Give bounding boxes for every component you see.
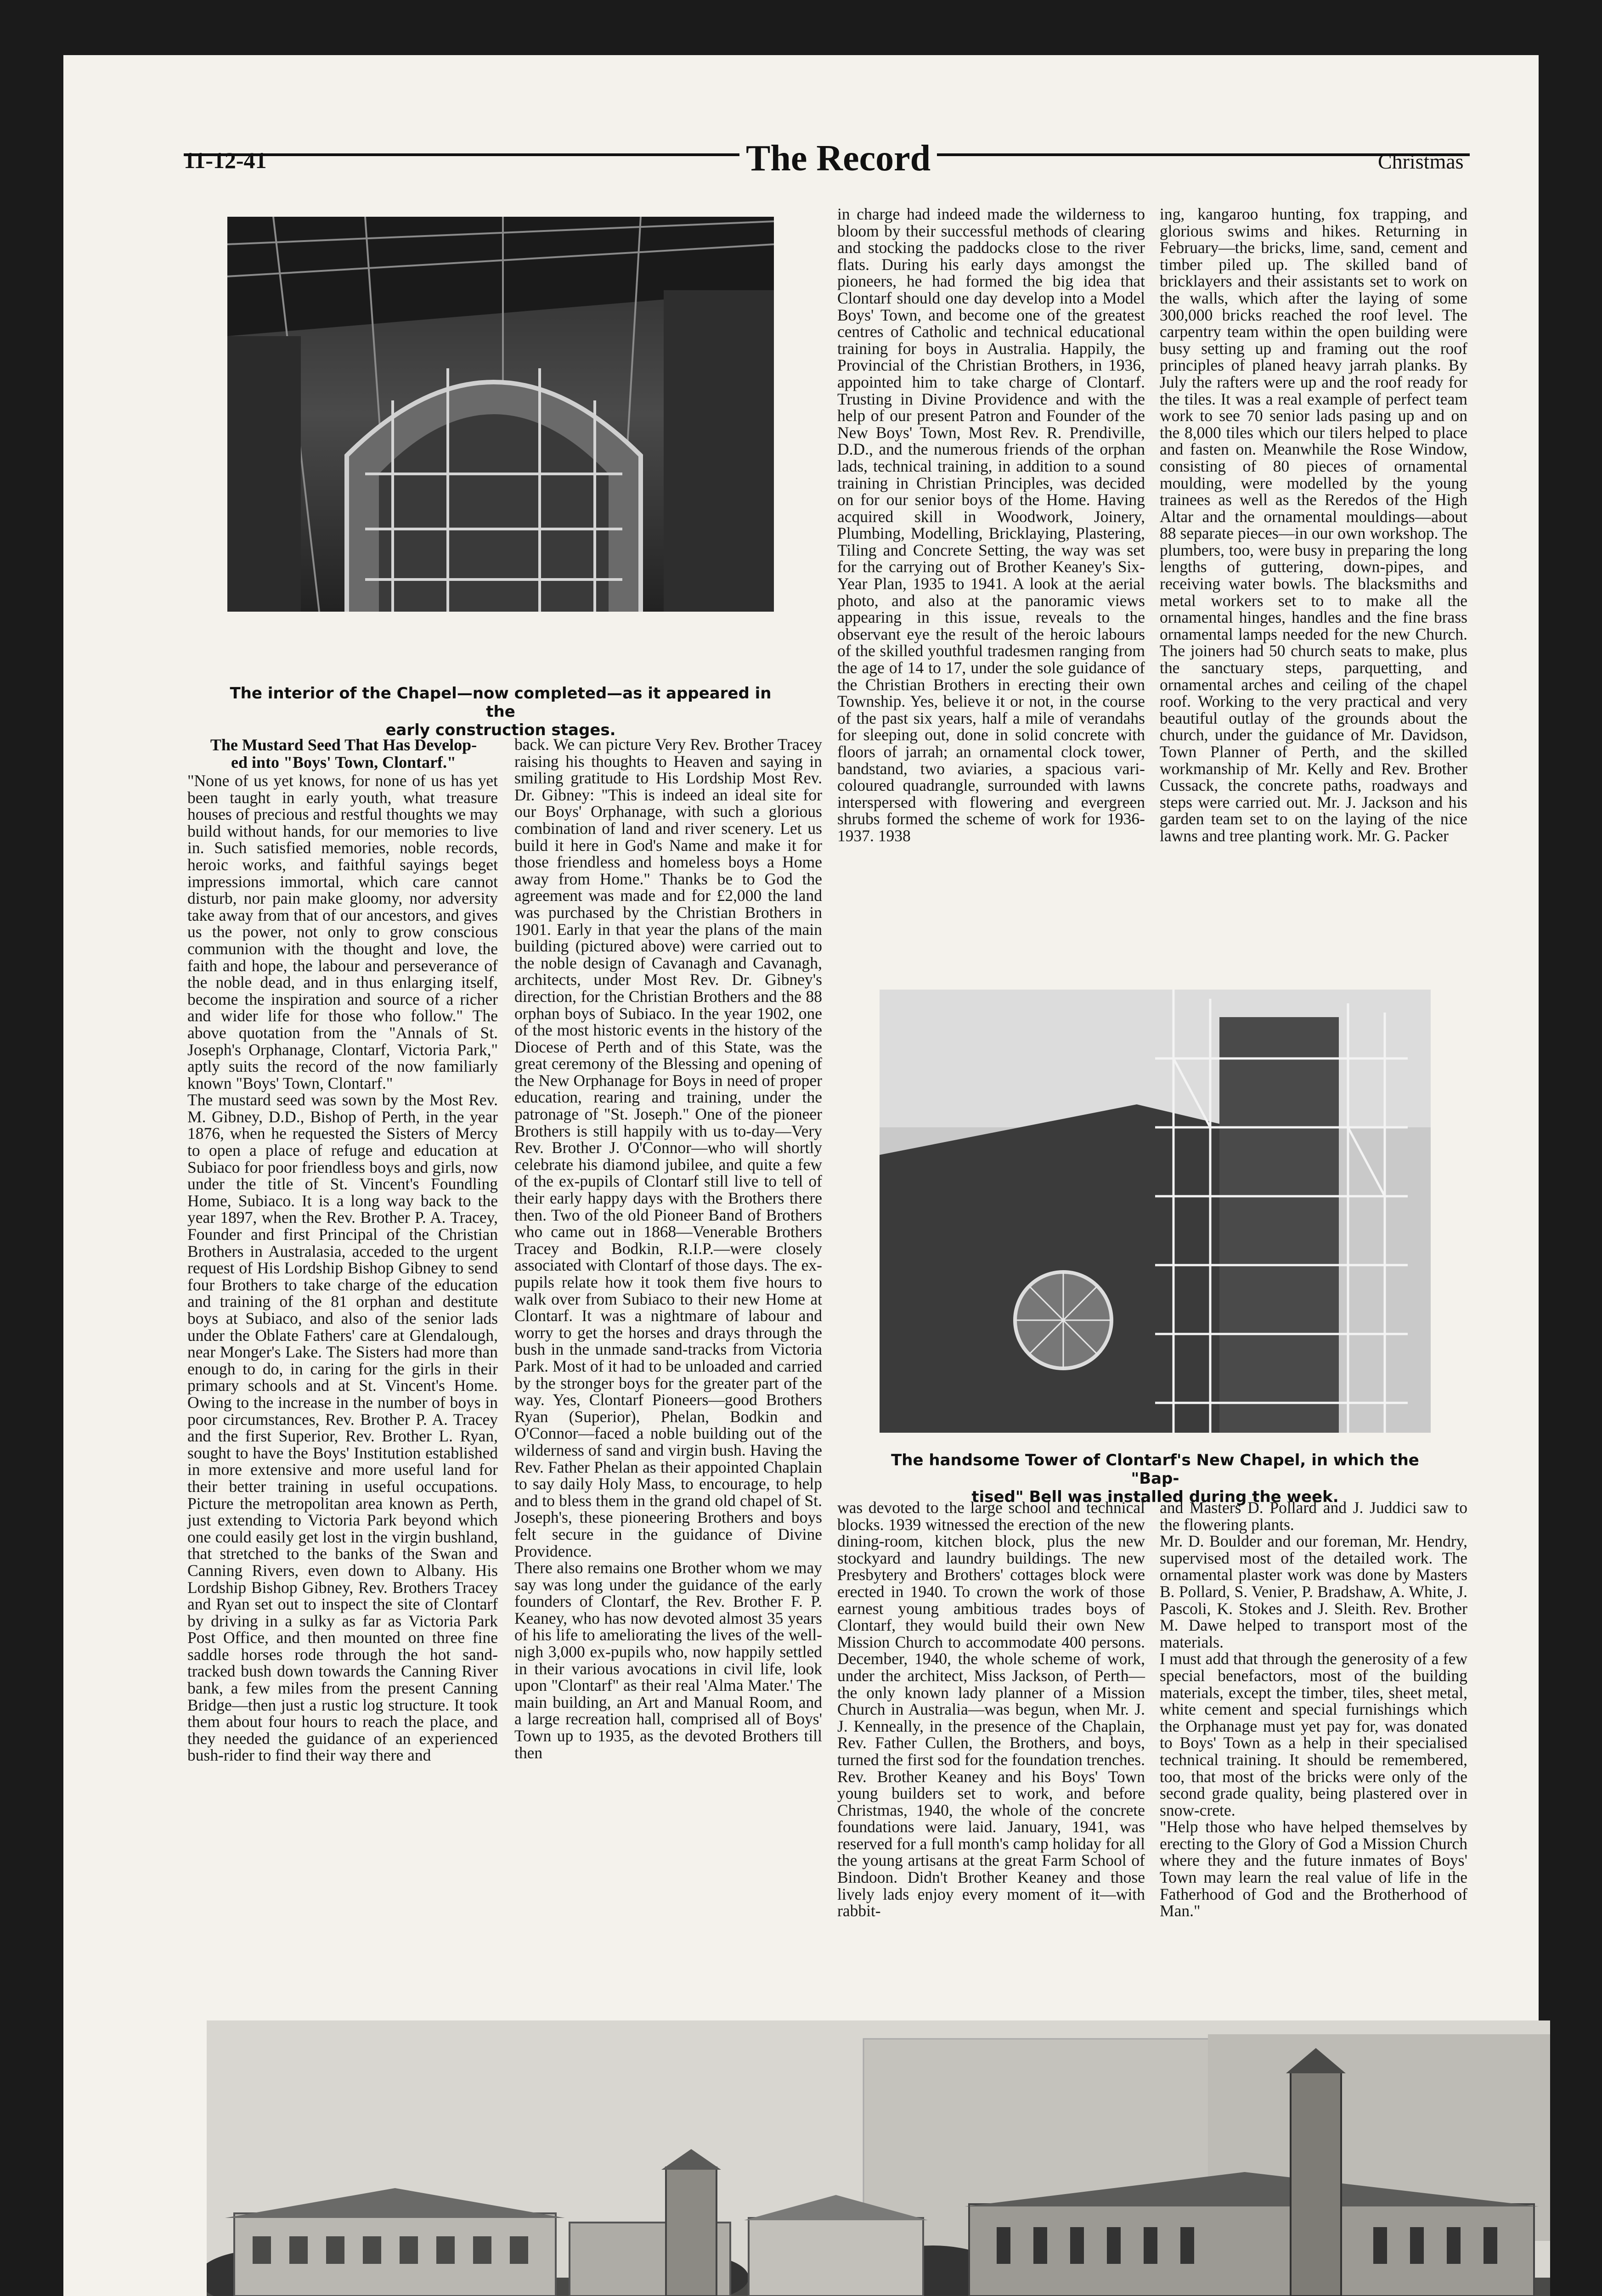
chapel-interior-photo: [227, 217, 774, 612]
article-column-3: in charge had indeed made the wilderness to bloom by their successful methods of clearing and stocking the paddocks close to the river flats. During his early days amongst the pioneers, he had formed the big idea that Clontarf should one day develop into a Model Boys' Town, and become one of the greatest centres of Catholic and technical educational training for boys in Australia. Happily, the Provincial of the Christian Brothers, in 1936, appointed him to take charge of Clontarf. Trusting in Divine Providence and with the help of our present Patron and Founder of the New Boys' Town, Most Rev. R. Prendiville, D.D., and the numerous friends of the orphan lads, technical training, in addition to a sound training in Christian Principles, was decided on for our senior boys of the Home. Having acquired skill in Woodwork, Joinery, Plumbing, Modelling, Bricklaying, Plastering, Tiling and Concrete Setting, the way was set for the carrying out of Brother Keaney's Six-Year Plan, 1935 to 1941. A look at the aerial photo, and also at the panoramic views appearing in this issue, reveals to the observant eye the result of the heroic labours of the skilled youthful tradesmen ranging from the age of 14 to 17, under the sole guidance of the Christian Brothers in erecting their own Township. Yes, believe it or not, in the course of the past six years, half a mile of verandahs for sleeping out, done in solid concrete with floors of jarrah; an ornamental clock tower, bandstand, two aviaries, a spacious vari-coloured quadrangle, surrounded with lawns interspersed with flowering and evergreen shrubs formed the scheme of work for 1936-1937. 1938: [837, 205, 1145, 845]
edition-label: Christmas: [1378, 150, 1464, 173]
article-column-2: back. We can picture Very Rev. Brother Tracey raising his thoughts to Heaven and saying in smiling gratitude to His Lordship Most Rev. Dr. Gibney: "This is indeed an ideal site for our Boys' Orphanage, with such a glorious combination of land and river scenery. Let us build it here in God's Name and make it for those friendless and homeless boys a Home away from Home." Thanks be to God the agreement was made and for £2,000 the land was purchased by the Christian Brothers in 1901. Early in that year the plans of the main building (pictured above) were carried out to the noble design of Cavanagh and Cavanagh, architects, under Most Rev. Dr. Gibney's direction, for the Christian Brothers and the 88 orphan boys of Subiaco. In the year 1902, one of the most historic events in the history of the Diocese of Perth and of this State, was the great ceremony of the Blessing and opening of the New Orphanage for Boys in need of proper education, rearing and training, under the patronage of "St. Joseph." One of the pioneer Brothers is still happily with us to-day—Very Rev. Brother J. O'Connor—who will shortly celebrate his diamond jubilee, and quite a few of the ex-pupils of Clontarf still live to tell of their early happy days with the Brothers there then. Two of the old Pioneer Band of Brothers who came out in 1868—Venerable Brothers Tracey and Bodkin, R.I.P.—were closely associated with Clontarf of those days. The ex-pupils relate how it took them five hours to walk over from Subiaco to their new Home at Clontarf. It was a nightmare of labour and worry to get the horses and drays through the bush in the unmade sand-tracks from Victoria Park. Most of it had to be unloaded and carried by the stronger boys for the greater part of the way. Yes, Clontarf Pioneers—good Brothers Ryan (Superior), Phelan, Bodkin and O'Connor—faced a noble building out of the wilderness of sand and virgin bush. Having the Rev. Father Phelan as their appointed Chaplain to say daily Holy Mass, to encourage, to help and to bless them in the grand old chapel of St. Joseph's, these pioneering Brothers and boys felt secure in the guidance of Divine Providence. There also remains one Brother whom we may say was long under the guidance of the early founders of Clontarf, the Rev. Brother F. P. Keaney, who has now devoted almost 35 years of his life to ameliorating the lives of the well-nigh 3,000 ex-pupils who, now happily settled in their various avocations in civil life, look upon "Clontarf" as their real 'Alma Mater.' The main building, an Art and Manual Room, and a large recreation hall, comprised all of Boys' Town up to 1935, as the devoted Brothers till then: [514, 735, 822, 1762]
masthead-title: The Record: [739, 138, 937, 180]
chapel-tower-photo: [880, 990, 1431, 1433]
article-column-4-continued: and Masters D. Pollard and J. Juddici saw to the flowering plants. Mr. D. Boulder and our foreman, Mr. Hendry, supervised most of the detailed work. The ornamental plaster work was done by Masters B. Pollard, S. Venier, P. Bradshaw, A. White, J. Pascoli, K. Stokes and J. Sleith. Rev. Brother M. Dawe helped to transport most of the materials. I must add that through the generosity of a few special benefactors, most of the building materials, except the timber, tiles, sheet metal, white cement and special furnishings which the Orphanage must yet pay for, was donated to Boys' Town as a help in their specialised technical training. It should be remembered, too, that most of the bricks were only of the second grade quality, being plastered over in snow-crete. "Help those who have helped themselves by erecting to the Glory of God a Mission Church where they and the future inmates of Boys' Town may learn the real value of life in the Fatherhood of God and the Brotherhood of Man.": [1160, 1498, 1467, 1920]
article-column-3-continued: was devoted to the large school and technical blocks. 1939 witnessed the erection of the new dining-room, kitchen block, plus the new stockyard and laundry buildings. The new Presbytery and Brothers' cottages block were erected in 1940. To crown the work of those earnest young ambitious trades boys of Clontarf, they would build their own New Mission Church to accommodate 400 persons. December, 1940, the whole scheme of work, under the architect, Miss Jackson, of Perth—the only known lady planner of a Mission Church in Australia—was begun, when Mr. J. J. Kenneally, in the presence of the Chaplain, Rev. Father Cullen, the Brothers, and boys, turned the first sod for the foundation trenches. Rev. Brother Keaney and his Boys' Town young builders set to work, and before Christmas, 1940, the whole of the concrete foundations were laid. January, 1941, was reserved for a full month's camp holiday for all the young artisans at the great Farm School of Bindoon. Didn't Brother Keaney and those lively lads enjoy every moment of it—with rabbit-: [837, 1498, 1145, 1920]
article-headline: The Mustard Seed That Has Develop- ed into "Boys' Town, Clontarf.": [210, 736, 477, 771]
boys-town-panorama-photo: [207, 2020, 1550, 2296]
chapel-interior-caption: The interior of the Chapel—now completed—as it appeared in the early construction stages.: [230, 684, 772, 739]
article-column-4: ing, kangaroo hunting, fox trapping, and glorious swims and hikes. Returning in February—the bricks, lime, sand, cement and timber piled up. The skilled band of bricklayers and their assistants set to work on the walls, which after the laying of some 300,000 bricks reached the roof level. The carpentry team within the open building were busy setting up and framing out the roof principles of planed heavy jarrah planks. By July the rafters were up and the roof ready for the tiles. It was a real example of perfect team work to see 70 senior lads pasing up and on the 8,000 tiles which our tilers helped to place and fasten on. Meanwhile the Rose Window, consisting of 80 pieces of ornamental moulding, were modelled by the young trainees as well as the Reredos of the High Altar and the ornamental mouldings—about 88 separate pieces—in our own workshop. The plumbers, too, were busy in preparing the long lengths of guttering, down-pipes, and receiving water bowls. The blacksmiths and metal workers set to to make all the ornamental hinges, handles and the fine brass ornamental lamps needed for the new Church. The joiners had 50 church seats to make, plus the sanctuary steps, parquetting, and ornamental arches and ceiling of the chapel roof. Working to the very practical and very beautiful outlay of the grounds about the church, under the guidance of Mr. Davidson, Town Planner of Perth, and the skilled workmanship of Mr. Kelly and Rev. Brother Cussack, the concrete paths, roadways and steps were carried out. Mr. J. Jackson and his garden team set to on the laying of the nice lawns and tree planting work. Mr. G. Packer: [1160, 205, 1467, 845]
issue-date: 11-12-41: [184, 147, 267, 173]
chapel-tower-caption: The handsome Tower of Clontarf's New Chapel, in which the "Bap- tised" Bell was installed during the week.: [891, 1451, 1419, 1506]
article-column-1: "None of us yet knows, for none of us has yet been taught in early youth, what treasure houses of precious and restful thoughts we may build without hands, for our memories to live in. Such satisfied memories, noble records, heroic works, and faithful sayings beget impressions immortal, which care cannot disturb, nor pain make gloomy, nor adversity take away from that of our ancestors, and gives us the power, not only to grow conscious communion with the thought and love, the faith and hope, the labour and perseverance of the noble dead, and in thus enlarging itself, become the inspiration and source of a richer and wider life for those who follow." The above quotation from the "Annals of St. Joseph's Orphanage, Clontarf, Victoria Park," aptly suits the record of the now familiarly known "Boys' Town, Clontarf." The mustard seed was sown by the Most Rev. M. Gibney, D.D., Bishop of Perth, in the year 1876, when he requested the Sisters of Mercy to open a place of refuge and education at Subiaco for poor friendless boys and girls, now under the title of St. Vincent's Foundling Home, Subiaco. It is a long way back to the year 1897, when the Rev. Brother P. A. Tracey, Founder and first Principal of the Christian Brothers in Australasia, acceded to the urgent request of His Lordship Bishop Gibney to send four Brothers to take charge of the education and training of the 81 orphan and destitute boys at Subiaco, and also of the senior lads under the Oblate Fathers' care at Glendalough, near Monger's Lake. The Sisters had more than enough to do, in caring for the girls in their primary schools and at St. Vincent's Home. Owing to the increase in the number of boys in poor circumstances, Rev. Brother P. A. Tracey and the first Superior, Rev. Brother L. Ryan, sought to have the Boys' Institution established in more extensive and more useful land for their better training in useful occupations. Picture the metropolitan area known as Perth, just extending to Victoria Park beyond which one could easily get lost in the virgin bushland, that stretched to the banks of the Swan and Canning Rivers, even down to Albany. His Lordship Bishop Gibney, Rev. Brothers Tracey and Ryan set out to inspect the site of Clontarf by driving in a sulky as far as Victoria Park Post Office, and then mounted on three fine saddle horses rode through the hot sand-tracked bush down towards the Canning River bank, a few miles from the present Canning Bridge—then just a rustic log structure. It took them about four hours to reach the place, and they needed the guidance of an experienced bush-rider to find their way there and: [187, 771, 498, 1765]
